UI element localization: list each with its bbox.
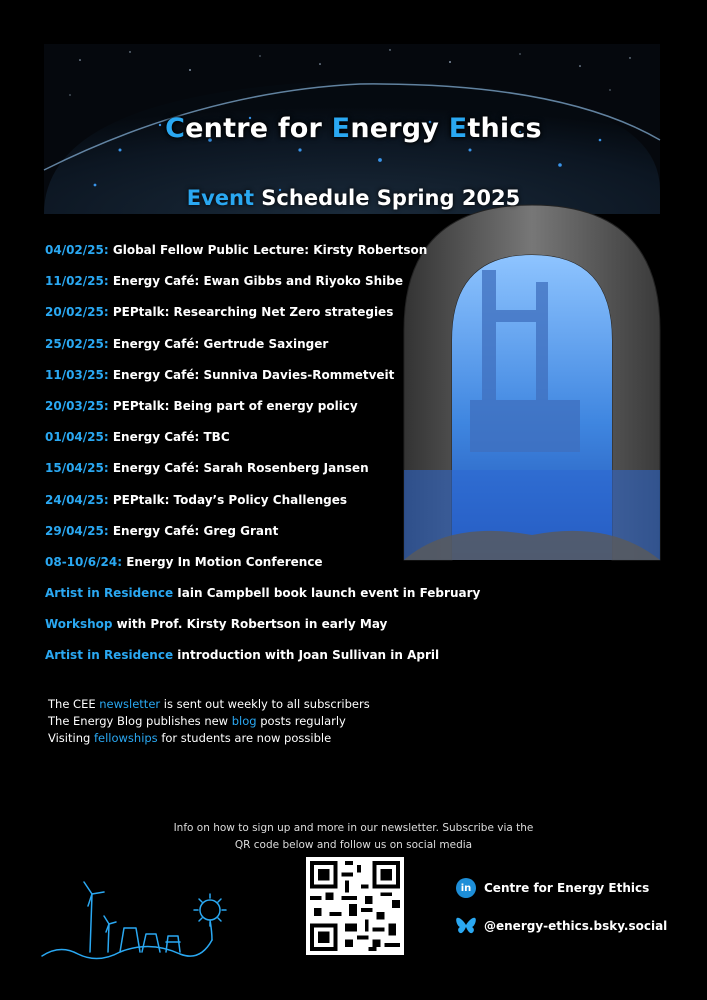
event-item: 04/02/25: Global Fellow Public Lecture: Kirsty Robertson xyxy=(45,243,428,257)
newsletter-link[interactable]: newsletter xyxy=(99,697,161,711)
event-item: 25/02/25: Energy Café: Gertrude Saxinger xyxy=(45,336,329,351)
bluesky-link[interactable] xyxy=(456,917,667,935)
qr-code[interactable] xyxy=(306,857,404,955)
event-item: Artist in Residence introduction with Joan Sullivan in April xyxy=(45,648,440,663)
notes-block xyxy=(48,696,370,747)
schedule-heading: Event Schedule Spring 2025 xyxy=(186,186,521,210)
event-item: 01/04/25: Energy Café: TBC xyxy=(45,430,230,445)
info-text xyxy=(0,820,707,854)
event-list xyxy=(45,240,480,677)
bluesky-icon xyxy=(456,917,476,935)
blog-link[interactable]: blog xyxy=(231,714,257,728)
event-item: 24/04/25: PEPtalk: Today’s Policy Challenges xyxy=(45,492,348,507)
event-item: Artist in Residence Iain Campbell book launch event in February xyxy=(45,586,481,601)
page-title: Centre for Energy Ethics xyxy=(165,113,542,144)
fellowships-link[interactable]: fellowships xyxy=(93,731,158,745)
energy-landscape-logo xyxy=(40,880,230,962)
event-item: 20/03/25: PEPtalk: Being part of energy policy xyxy=(45,398,358,413)
linkedin-link[interactable] xyxy=(456,878,649,898)
linkedin-label: Centre for Energy Ethics xyxy=(484,881,650,895)
event-item: 11/02/25: Energy Café: Ewan Gibbs and Riyoko Shibe xyxy=(45,274,403,289)
newsletter-note: The CEE newsletter is sent out weekly to all subscribers xyxy=(48,697,370,711)
event-item: 20/02/25: PEPtalk: Researching Net Zero strategies xyxy=(45,305,394,320)
event-item: 08-10/6/24: Energy In Motion Conference xyxy=(45,554,323,569)
event-item: Workshop with Prof. Kirsty Robertson in early May xyxy=(45,617,388,632)
info-line: Info on how to sign up and more in our newsletter. Subscribe via the xyxy=(173,822,534,834)
linkedin-icon: in xyxy=(456,878,476,898)
event-item: 11/03/25: Energy Café: Sunniva Davies-Rommetveit xyxy=(45,367,395,382)
event-item: 15/04/25: Energy Café: Sarah Rosenberg Jansen xyxy=(45,461,369,476)
event-item: 29/04/25: Energy Café: Greg Grant xyxy=(45,523,279,538)
bluesky-label: @energy-ethics.bsky.social xyxy=(484,919,668,933)
fellowship-note: Visiting fellowships for students are now possible xyxy=(48,731,332,745)
info-line: QR code below and follow us on social media xyxy=(234,839,473,851)
blog-note: The Energy Blog publishes new blog posts regularly xyxy=(48,714,346,728)
